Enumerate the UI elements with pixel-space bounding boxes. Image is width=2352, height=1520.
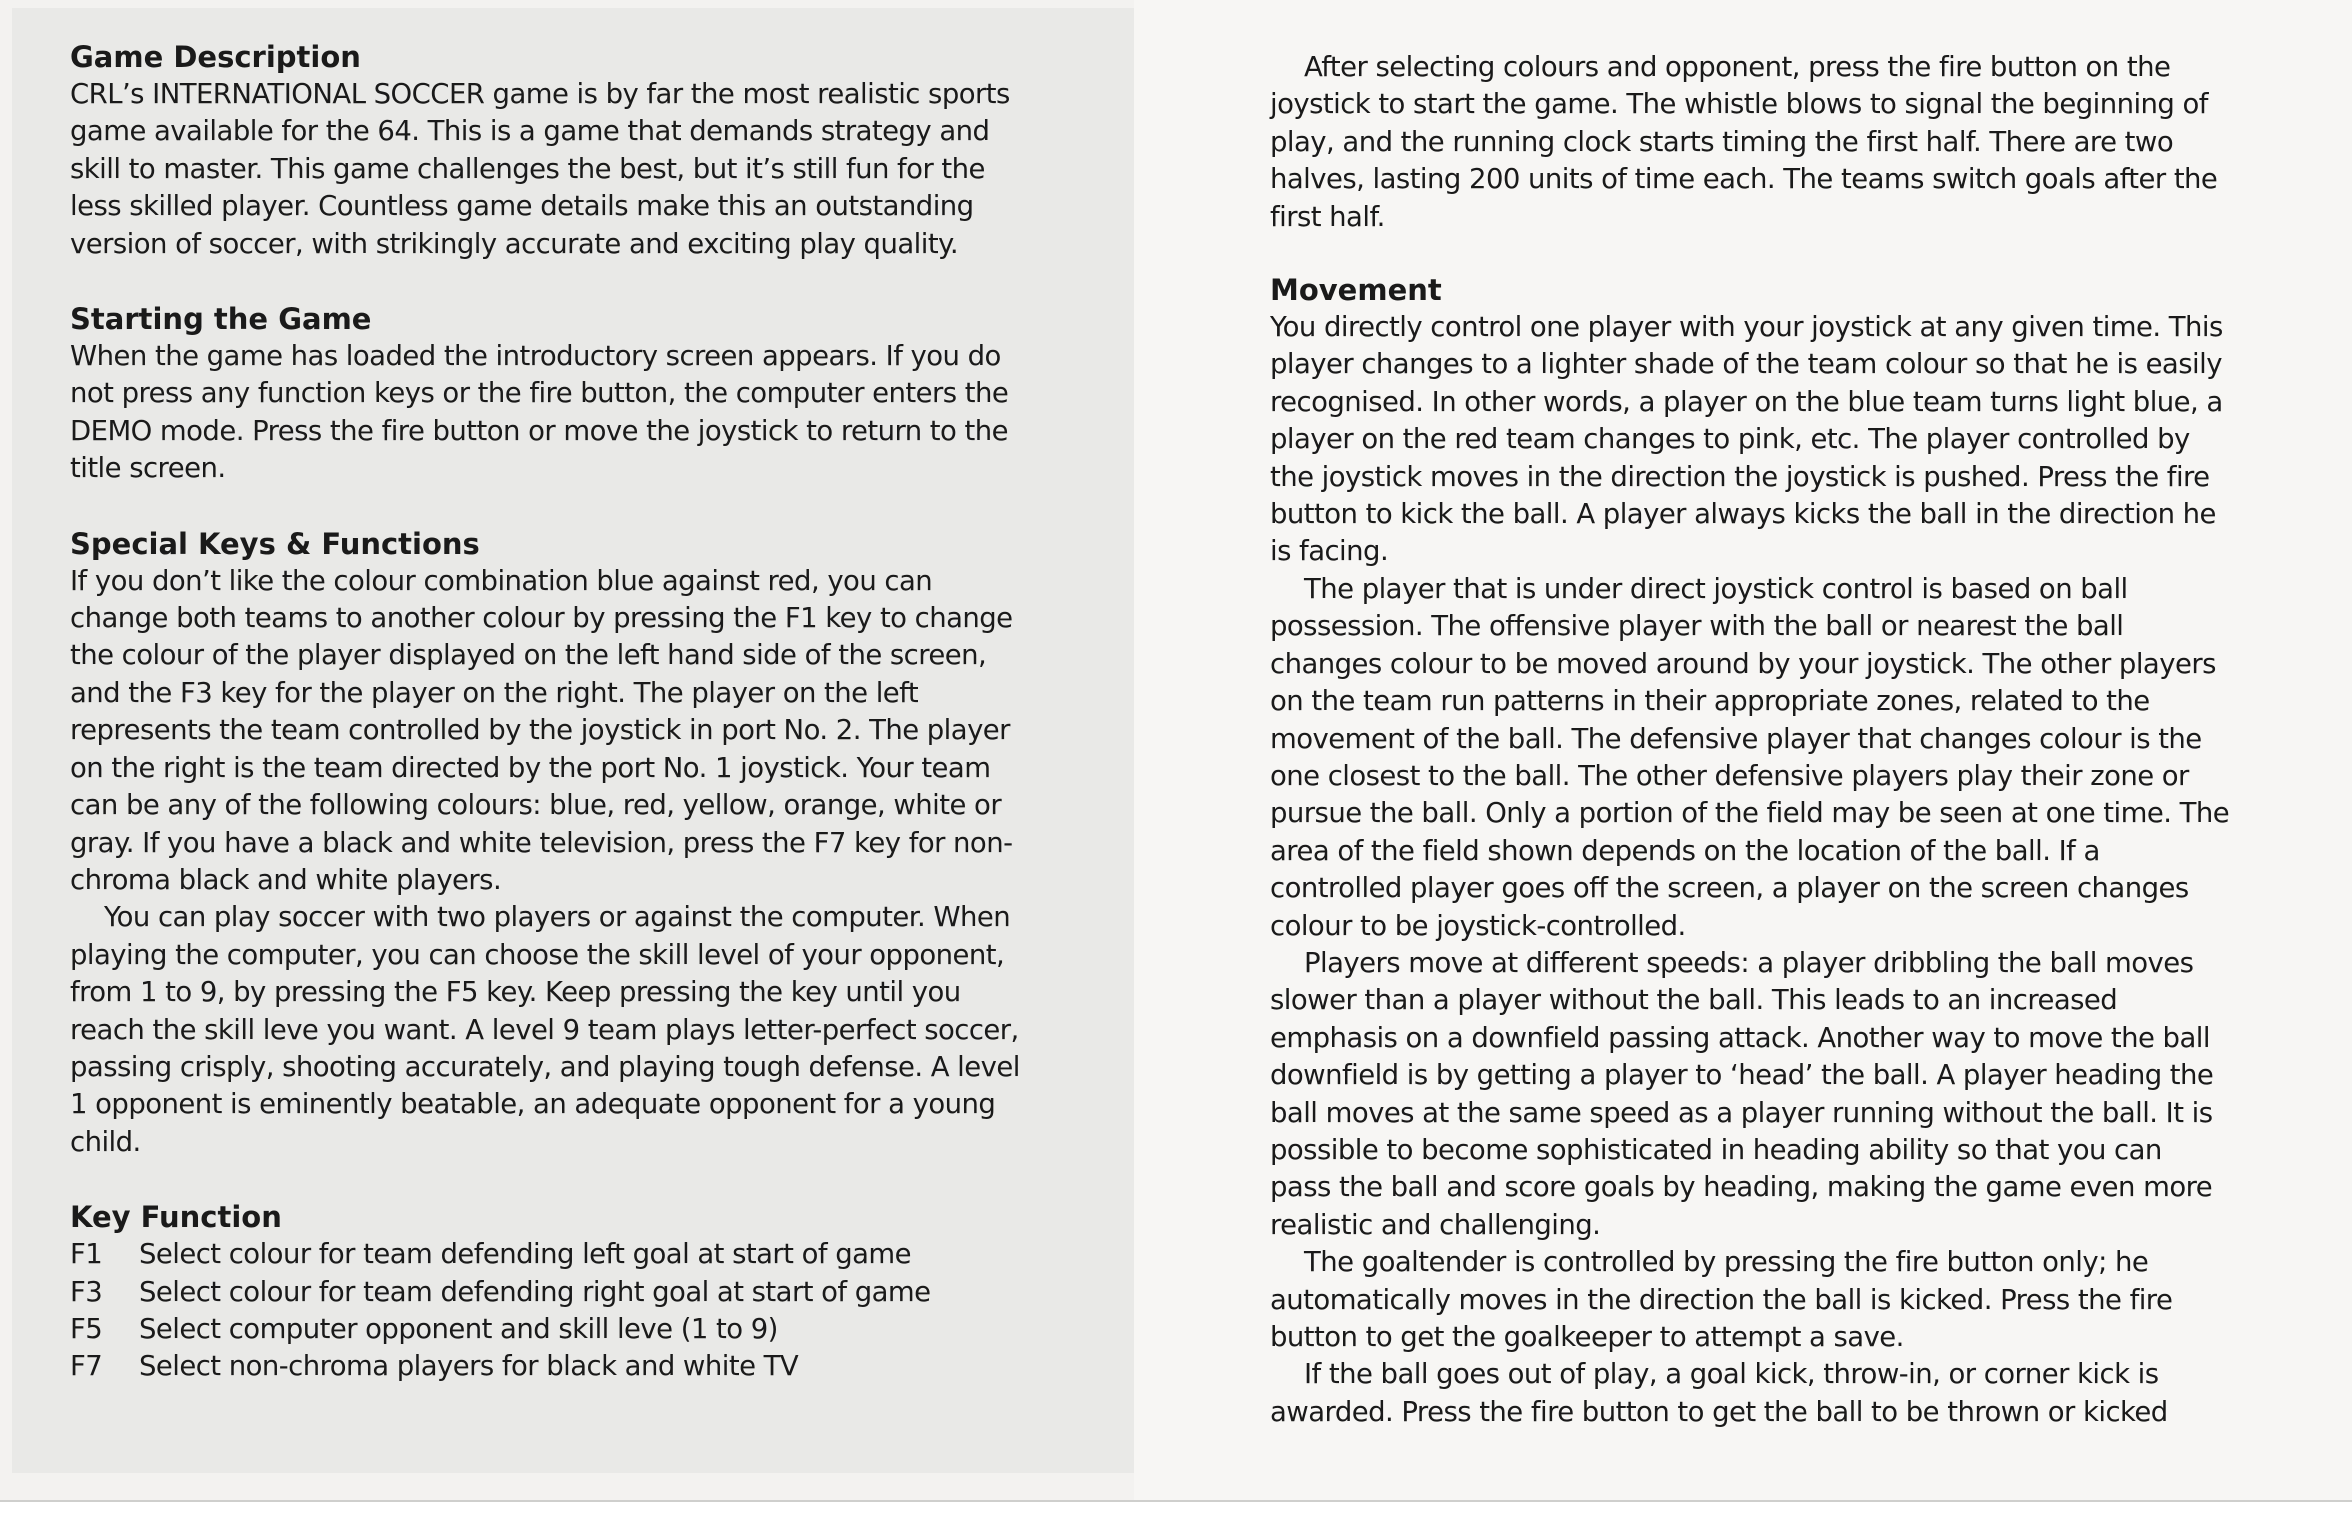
key-label: F5: [70, 1312, 103, 1345]
key-row: [70, 1236, 1030, 1273]
heading-movement: Movement: [1270, 273, 1442, 308]
heading-key-function: Key Function: [70, 1200, 282, 1235]
heading-special-keys: Special Keys & Functions: [70, 526, 480, 561]
key-label: F1: [70, 1238, 103, 1271]
right-column: [1270, 0, 2230, 1431]
left-column: [70, 0, 1030, 1386]
key-label: F3: [70, 1275, 103, 1308]
heading-starting-the-game: Starting the Game: [70, 302, 372, 337]
key-description: Select colour for team defending right goal at start of game: [139, 1275, 931, 1308]
movement-text: Players move at different speeds: a player dribbling the ball moves slower than a player without the ball. This leads to an increased emphasis on a downfield passing attack. Another way to move the ball downfield is by getting a player to ‘head’ the ball. A player heading the ball moves at the same speed as a player running without the ball. It is possible to become sophisticated in heading ability so that you can pass the ball and score goals by heading, making the game even more realistic and challenging.: [1270, 946, 2214, 1241]
heading-game-description: Game Description: [70, 40, 361, 74]
key-row: [70, 1274, 1030, 1311]
page-bottom-edge: [0, 1500, 2352, 1520]
movement-text: The player that is under direct joystick control is based on ball possession. The offensive player with the ball or nearest the ball changes colour to be moved around by your joystick. The other players on the team run patterns in their appropriate zones, related to the movement of the ball. The defensive player that changes colour is the one closest to the ball. The other defensive players play their zone or pursue the ball. Only a portion of the field may be seen at one time. The area of the field shown depends on the location of the ball. If a controlled player goes off the screen, a player on the screen changes colour to be joystick-controlled.: [1270, 572, 2230, 942]
movement-text: You directly control one player with your joystick at any given time. This player changes to a lighter shade of the team colour so that he is easily recognised. In other words, a player on the blue team turns light blue, a player on the red team changes to pink, etc. The player controlled by the joystick moves in the direction the joystick is pushed. Press the fire button to kick the ball. A player always kicks the ball in the direction he is facing.: [1270, 311, 2223, 568]
key-description: Select colour for team defending left goal at start of game: [139, 1238, 912, 1271]
key-description: Select computer opponent and skill leve (1 to 9): [139, 1312, 778, 1345]
key-description: Select non-chroma players for black and white TV: [139, 1350, 799, 1383]
movement-text: If the ball goes out of play, a goal kick, throw-in, or corner kick is awarded. Press the fire button to get the ball to be thrown or kicked: [1270, 1358, 2168, 1428]
starting-game-text: When the game has loaded the introductory screen appears. If you do not press any function keys or the fire button, the computer enters the DEMO mode. Press the fire button or move the joystick to return to the title screen.: [70, 340, 1009, 485]
key-row: [70, 1311, 1030, 1348]
key-label: F7: [70, 1350, 103, 1383]
movement-text: The goaltender is controlled by pressing the fire button only; he automatically moves in the direction the ball is kicked. Press the fire button to get the goalkeeper to attempt a save.: [1270, 1246, 2173, 1353]
key-function-list: [70, 1236, 1030, 1386]
game-start-text: After selecting colours and opponent, press the fire button on the joystick to start the game. The whistle blows to signal the beginning of play, and the running clock starts timing the first half. There are two halves, lasting 200 units of time each. The teams switch goals after the first half.: [1270, 51, 2218, 233]
key-row: [70, 1348, 1030, 1385]
game-description-text: CRL’s INTERNATIONAL SOCCER game is by far the most realistic sports game available for the 64. This is a game that demands strategy and skill to master. This game challenges the best, but it’s still fun for the less skilled player. Countless game details make this an outstanding version of soccer, with strikingly accurate and exciting play quality.: [70, 78, 1010, 260]
skill-level-text: You can play soccer with two players or against the computer. When playing the computer, you can choose the skill level of your opponent, from 1 to 9, by pressing the F5 key. Keep pressing the key until you reach the skill leve you want. A level 9 team plays letter-perfect soccer, passing crisply, shooting accurately, and playing tough defense. A level 1 opponent is eminently beatable, an adequate opponent for a young child.: [70, 901, 1020, 1158]
special-keys-text: If you don’t like the colour combination blue against red, you can change both teams to another colour by pressing the F1 key to change the colour of the player displayed on the left hand side of the screen, and the F3 key for the player on the right. The player on the left represents the team controlled by the joystick in port No. 2. The player on the right is the team directed by the port No. 1 joystick. Your team can be any of the following colours: blue, red, yellow, orange, white or gray. If you have a black and white television, press the F7 key for non-chroma black and white players.: [70, 564, 1013, 896]
